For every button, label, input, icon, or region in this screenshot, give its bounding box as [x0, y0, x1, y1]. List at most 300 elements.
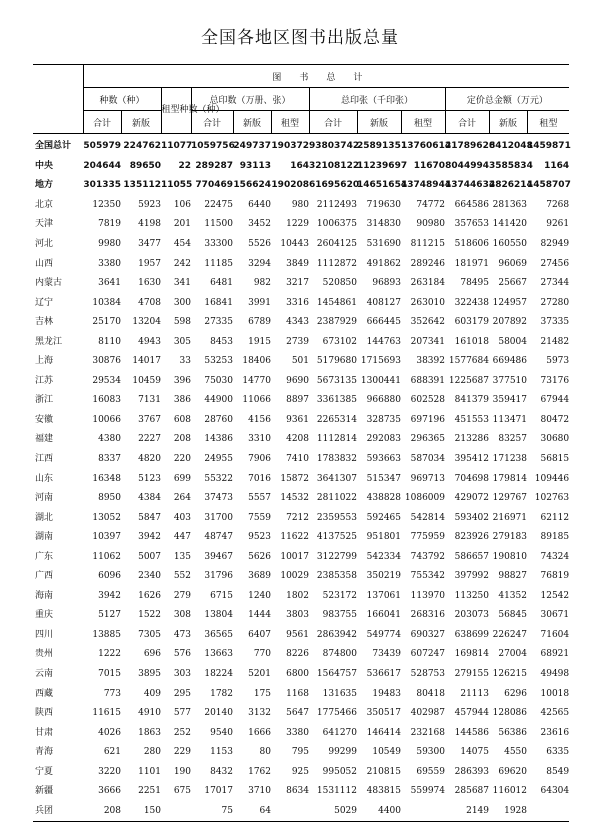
value-cell: 3310 — [248, 434, 271, 445]
value-cell: 232168 — [410, 727, 445, 738]
value-cell: 2604125 — [316, 239, 357, 249]
value-cell: 10384 — [92, 297, 121, 308]
value-cell: 23616 — [540, 727, 570, 738]
value-cell: 164 — [290, 160, 309, 171]
value-cell: 11062 — [92, 551, 121, 562]
region-name: 山西 — [35, 258, 54, 269]
value-cell: 983755 — [322, 610, 357, 621]
value-cell: 80472 — [540, 414, 570, 425]
value-cell: 11066 — [242, 395, 271, 406]
value-cell: 823926 — [454, 532, 489, 543]
value-cell: 755342 — [410, 571, 445, 582]
value-cell: 279183 — [492, 532, 527, 543]
value-cell: 673102 — [322, 336, 357, 347]
value-cell: 4826214 — [489, 180, 533, 191]
value-cell: 1225687 — [448, 375, 489, 386]
value-cell: 144763 — [366, 336, 401, 347]
value-cell: 2359553 — [316, 512, 357, 523]
table-row — [33, 430, 569, 450]
value-cell: 207341 — [410, 336, 445, 347]
value-cell: 58004 — [498, 336, 527, 347]
value-cell: 179814 — [492, 473, 527, 484]
value-cell: 1782 — [210, 688, 233, 699]
region-name: 辽宁 — [35, 297, 54, 308]
sub-rent-header: 租型 — [271, 111, 309, 134]
table-row — [33, 802, 569, 822]
value-cell: 13663 — [204, 649, 233, 660]
value-cell: 207892 — [492, 317, 527, 328]
value-cell: 5673135 — [316, 375, 357, 386]
value-cell: 592465 — [366, 512, 401, 523]
value-cell: 409 — [143, 688, 161, 699]
value-cell: 8432 — [210, 766, 233, 777]
value-cell: 11055 — [161, 180, 193, 191]
value-cell: 542814 — [410, 512, 445, 523]
value-cell: 811215 — [410, 239, 445, 249]
table-row — [33, 743, 569, 763]
value-cell: 78495 — [460, 278, 489, 289]
table-row — [33, 450, 569, 470]
value-cell: 7212 — [286, 512, 309, 523]
value-cell: 1300441 — [360, 375, 401, 386]
value-cell: 664586 — [454, 199, 489, 210]
value-cell: 27456 — [540, 258, 570, 269]
sub-total-header: 合计 — [83, 111, 121, 134]
table-row — [33, 391, 569, 411]
value-cell: 377510 — [492, 375, 527, 386]
sub-total-header: 合计 — [191, 111, 233, 134]
value-cell: 220 — [173, 454, 191, 465]
value-cell: 2340 — [138, 571, 161, 582]
value-cell: 67944 — [540, 395, 570, 406]
table-body — [33, 134, 569, 822]
value-cell: 22475 — [204, 199, 233, 210]
region-name: 江西 — [35, 454, 54, 465]
value-cell: 28760 — [204, 414, 233, 425]
table-row — [33, 274, 569, 294]
table-row — [33, 235, 569, 255]
value-cell: 279 — [173, 590, 191, 601]
value-cell: 350517 — [366, 708, 401, 719]
value-cell: 641270 — [322, 727, 357, 738]
value-cell: 457944 — [454, 708, 489, 719]
value-cell: 395412 — [454, 454, 489, 465]
value-cell: 4137525 — [316, 532, 357, 543]
value-cell: 396 — [173, 375, 191, 386]
value-cell: 10443 — [280, 239, 309, 249]
value-cell: 995052 — [322, 766, 357, 777]
value-cell: 607247 — [410, 649, 445, 660]
value-cell: 5847 — [138, 512, 161, 523]
value-cell: 770469 — [195, 180, 233, 191]
value-cell: 12350 — [92, 199, 121, 210]
region-name: 重庆 — [35, 610, 54, 621]
table-row — [33, 763, 569, 783]
value-cell: 263184 — [410, 278, 445, 289]
table-row — [33, 547, 569, 567]
region-header-cell — [33, 65, 83, 134]
value-cell: 531690 — [366, 239, 401, 249]
value-cell: 5201 — [248, 669, 271, 680]
value-cell: 1928 — [489, 802, 527, 822]
value-cell: 13804 — [204, 610, 233, 621]
sub-total-header: 合计 — [309, 111, 357, 134]
value-cell: 74324 — [540, 551, 570, 562]
value-cell: 1863 — [138, 727, 161, 738]
table-row — [33, 352, 569, 372]
value-cell: 113471 — [492, 414, 527, 425]
value-cell: 3849 — [286, 258, 309, 269]
value-cell: 10549 — [372, 747, 401, 758]
value-cell: 137061 — [366, 590, 401, 601]
value-cell: 969713 — [410, 473, 445, 484]
value-cell: 31700 — [204, 512, 233, 523]
value-cell: 292083 — [366, 434, 401, 445]
value-cell: 27004 — [498, 649, 527, 660]
table-row — [33, 665, 569, 685]
value-cell — [527, 802, 569, 822]
value-cell: 719630 — [366, 199, 401, 210]
value-cell: 93113 — [239, 160, 271, 171]
value-cell: 7268 — [546, 199, 570, 210]
value-cell: 16348 — [92, 473, 121, 484]
value-cell: 190208 — [271, 180, 309, 191]
value-cell: 3477 — [138, 239, 161, 249]
value-cell: 44900 — [204, 395, 233, 406]
region-name: 黑龙江 — [35, 336, 63, 347]
value-cell: 18406 — [242, 356, 271, 367]
value-cell: 743792 — [410, 551, 445, 562]
value-cell: 2149 — [445, 802, 489, 822]
value-cell: 285687 — [454, 786, 489, 797]
value-cell: 2265314 — [316, 414, 357, 425]
value-cell: 14017 — [132, 356, 161, 367]
value-cell: 175 — [253, 688, 271, 699]
value-cell: 48747 — [204, 532, 233, 543]
value-cell: 3803 — [286, 610, 309, 621]
value-cell: 3767 — [138, 414, 161, 425]
value-cell: 696 — [143, 649, 161, 660]
value-cell: 90980 — [416, 219, 445, 230]
value-cell: 3666 — [98, 786, 121, 797]
table-row — [33, 567, 569, 587]
value-cell: 268316 — [410, 610, 445, 621]
value-cell: 1957 — [138, 258, 161, 269]
value-cell: 8950 — [98, 493, 121, 504]
value-cell: 1006375 — [316, 219, 357, 230]
table-row — [33, 332, 569, 352]
value-cell: 20140 — [204, 708, 233, 719]
value-cell: 1454861 — [316, 297, 357, 308]
sub-new-header: 新版 — [357, 111, 401, 134]
value-cell: 669486 — [492, 356, 527, 367]
value-cell: 150 — [121, 802, 161, 822]
value-cell: 33 — [179, 356, 191, 367]
page-title: 全国各地区图书出版总量 — [201, 28, 399, 48]
value-cell: 3641307 — [316, 473, 357, 484]
value-cell — [271, 802, 309, 822]
region-name: 天津 — [35, 219, 54, 230]
value-cell: 99299 — [328, 747, 357, 758]
value-cell: 106 — [173, 199, 191, 210]
value-cell: 203073 — [454, 610, 489, 621]
value-cell: 8412048 — [489, 141, 533, 152]
value-cell: 5923 — [138, 199, 161, 210]
table-row — [33, 293, 569, 313]
value-cell: 24955 — [204, 454, 233, 465]
value-cell: 56815 — [540, 454, 570, 465]
value-cell: 4384 — [138, 493, 161, 504]
sub-new-header: 新版 — [489, 111, 527, 134]
value-cell: 4380 — [98, 434, 121, 445]
value-cell: 1522 — [138, 610, 161, 621]
value-cell: 27280 — [540, 297, 570, 308]
value-cell: 8044994 — [445, 160, 489, 171]
value-cell: 559974 — [410, 786, 445, 797]
value-cell: 166041 — [366, 610, 401, 621]
value-cell: 2863942 — [316, 629, 357, 640]
value-cell: 675 — [173, 786, 191, 797]
value-cell: 451553 — [454, 414, 489, 425]
value-cell: 1630 — [138, 278, 161, 289]
value-cell: 37335 — [540, 317, 570, 328]
value-cell: 429072 — [454, 493, 489, 504]
table-row — [33, 704, 569, 724]
region-name: 广东 — [35, 551, 54, 562]
value-cell: 7131 — [138, 395, 161, 406]
value-cell: 3220 — [98, 766, 121, 777]
value-cell: 75030 — [204, 375, 233, 386]
value-cell: 402987 — [410, 708, 445, 719]
price-header: 定价总金额（万元） — [445, 88, 569, 111]
value-cell: 213286 — [454, 434, 489, 445]
table-row — [33, 469, 569, 489]
value-cell: 37473 — [204, 493, 233, 504]
value-cell: 454 — [173, 239, 191, 249]
value-cell: 113250 — [454, 590, 489, 601]
value-cell: 281363 — [492, 199, 527, 210]
value-cell: 1164 — [544, 160, 570, 171]
value-cell: 4026 — [98, 727, 121, 738]
region-name: 新疆 — [35, 786, 54, 797]
value-cell: 1240 — [248, 590, 271, 601]
value-cell: 36565 — [204, 629, 233, 640]
value-cell: 1783832 — [316, 454, 357, 465]
value-cell: 289246 — [410, 258, 445, 269]
value-cell: 308 — [173, 610, 191, 621]
value-cell: 6800 — [286, 669, 309, 680]
value-cell: 359417 — [492, 395, 527, 406]
region-name: 安徽 — [35, 414, 54, 425]
value-cell: 13748944 — [401, 180, 452, 191]
table-row — [33, 372, 569, 392]
value-cell: 135112 — [123, 180, 161, 191]
value-cell: 397992 — [454, 571, 489, 582]
value-cell: 286393 — [454, 766, 489, 777]
value-cell: 42565 — [540, 708, 570, 719]
region-name: 中央 — [35, 160, 54, 171]
value-cell: 690327 — [410, 629, 445, 640]
region-name: 上海 — [35, 356, 54, 367]
value-cell: 41352 — [498, 590, 527, 601]
value-cell: 328735 — [366, 414, 401, 425]
value-cell: 795 — [291, 747, 309, 758]
value-cell: 38392 — [416, 356, 445, 367]
value-cell: 666445 — [366, 317, 401, 328]
value-cell: 11185 — [204, 258, 233, 269]
value-cell: 13204 — [132, 317, 161, 328]
table-row — [33, 313, 569, 333]
value-cell: 4820 — [138, 454, 161, 465]
value-cell: 296365 — [410, 434, 445, 445]
value-cell: 30680 — [540, 434, 570, 445]
region-name: 云南 — [35, 669, 54, 680]
value-cell: 1458707 — [527, 180, 571, 191]
value-cell: 1086009 — [404, 493, 445, 504]
region-name: 西藏 — [35, 688, 54, 699]
value-cell: 39467 — [204, 551, 233, 562]
sub-rent-header: 租型 — [527, 111, 569, 134]
value-cell: 491862 — [366, 258, 401, 269]
value-cell: 5127 — [98, 610, 121, 621]
value-cell: 96069 — [498, 258, 527, 269]
value-cell: 156624 — [233, 180, 271, 191]
value-cell: 289287 — [195, 160, 233, 171]
value-cell: 447 — [173, 532, 191, 543]
table-row — [33, 196, 569, 216]
region-name: 北京 — [35, 199, 54, 210]
value-cell: 129767 — [492, 493, 527, 504]
region-name: 地方 — [35, 180, 54, 191]
value-cell: 204644 — [83, 160, 121, 171]
value-cell: 1168 — [286, 688, 309, 699]
value-cell: 73176 — [540, 375, 570, 386]
value-cell: 593663 — [366, 454, 401, 465]
value-cell: 549774 — [366, 629, 401, 640]
value-cell: 2811022 — [316, 493, 357, 504]
table-row — [33, 626, 569, 646]
region-name: 湖北 — [35, 512, 54, 523]
value-cell: 4156 — [248, 414, 271, 425]
value-cell: 520850 — [322, 278, 357, 289]
value-cell: 89650 — [129, 160, 161, 171]
sub-total-header: 合计 — [445, 111, 489, 134]
value-cell: 13885 — [92, 629, 121, 640]
value-cell: 83257 — [498, 434, 527, 445]
table-row — [33, 684, 569, 704]
value-cell: 2387929 — [316, 317, 357, 328]
value-cell: 33300 — [204, 239, 233, 249]
value-cell: 12542 — [540, 590, 570, 601]
value-cell: 8634 — [286, 786, 309, 797]
value-cell: 280 — [143, 747, 161, 758]
value-cell: 161018 — [454, 336, 489, 347]
region-name: 甘肃 — [35, 727, 54, 738]
value-cell: 229 — [173, 747, 191, 758]
value-cell: 89185 — [540, 532, 570, 543]
group-header: 图书总计 — [83, 65, 569, 88]
value-cell: 98827 — [498, 571, 527, 582]
value-cell: 126215 — [492, 669, 527, 680]
value-cell: 1112814 — [316, 434, 357, 445]
value-cell: 5526 — [248, 239, 271, 249]
value-cell: 11239697 — [357, 160, 408, 171]
value-cell: 1459871 — [527, 141, 571, 152]
value-cell: 536617 — [366, 669, 401, 680]
value-cell: 586657 — [454, 551, 489, 562]
value-cell: 303 — [173, 669, 191, 680]
value-cell: 982 — [253, 278, 271, 289]
value-cell: 201 — [173, 219, 191, 230]
sheets-header: 总印张（千印张） — [309, 88, 445, 111]
region-name: 江苏 — [35, 375, 54, 386]
table-row — [33, 508, 569, 528]
value-cell: 3380 — [98, 258, 121, 269]
table-row — [33, 411, 569, 431]
table-header — [33, 65, 569, 134]
value-cell: 55322 — [204, 473, 233, 484]
value-cell: 27335 — [204, 317, 233, 328]
value-cell: 6481 — [210, 278, 233, 289]
value-cell: 6335 — [546, 747, 570, 758]
value-cell: 1222 — [98, 649, 121, 660]
value-cell: 14386 — [204, 434, 233, 445]
value-cell: 9261 — [546, 219, 570, 230]
value-cell: 5123 — [138, 473, 161, 484]
value-cell: 208 — [83, 802, 121, 822]
value-cell: 146414 — [366, 727, 401, 738]
value-cell: 523172 — [322, 590, 357, 601]
value-cell: 483815 — [366, 786, 401, 797]
value-cell: 7305 — [138, 629, 161, 640]
value-cell: 2739 — [286, 336, 309, 347]
value-cell: 3641 — [98, 278, 121, 289]
value-cell: 295 — [173, 688, 191, 699]
value-cell: 21482 — [540, 336, 570, 347]
value-cell: 10017 — [280, 551, 309, 562]
value-cell: 31796 — [204, 571, 233, 582]
value-cell: 25891351 — [357, 141, 408, 152]
value-cell: 22 — [178, 160, 191, 171]
value-cell: 252 — [173, 727, 191, 738]
value-cell: 15872 — [280, 473, 309, 484]
value-cell: 5007 — [138, 551, 161, 562]
value-cell: 2112493 — [316, 199, 357, 210]
value-cell: 135 — [173, 551, 191, 562]
table-row — [33, 134, 569, 157]
value-cell: 438828 — [366, 493, 401, 504]
region-name: 四川 — [35, 629, 54, 640]
value-cell: 577 — [173, 708, 191, 719]
value-cell: 9561 — [286, 629, 309, 640]
table-row — [33, 254, 569, 274]
value-cell: 9980 — [98, 239, 121, 249]
value-cell: 3294 — [248, 258, 271, 269]
value-cell: 3895 — [138, 669, 161, 680]
value-cell: 17017 — [204, 786, 233, 797]
value-cell: 951801 — [366, 532, 401, 543]
value-cell: 141420 — [492, 219, 527, 230]
value-cell: 68921 — [540, 649, 570, 660]
value-cell: 3361385 — [316, 395, 357, 406]
value-cell: 515347 — [366, 473, 401, 484]
value-cell: 14075 — [460, 747, 489, 758]
value-cell: 49498 — [540, 669, 570, 680]
value-cell: 3942 — [98, 590, 121, 601]
value-cell: 73439 — [372, 649, 401, 660]
value-cell: 352642 — [410, 317, 445, 328]
value-cell: 7016 — [248, 473, 271, 484]
